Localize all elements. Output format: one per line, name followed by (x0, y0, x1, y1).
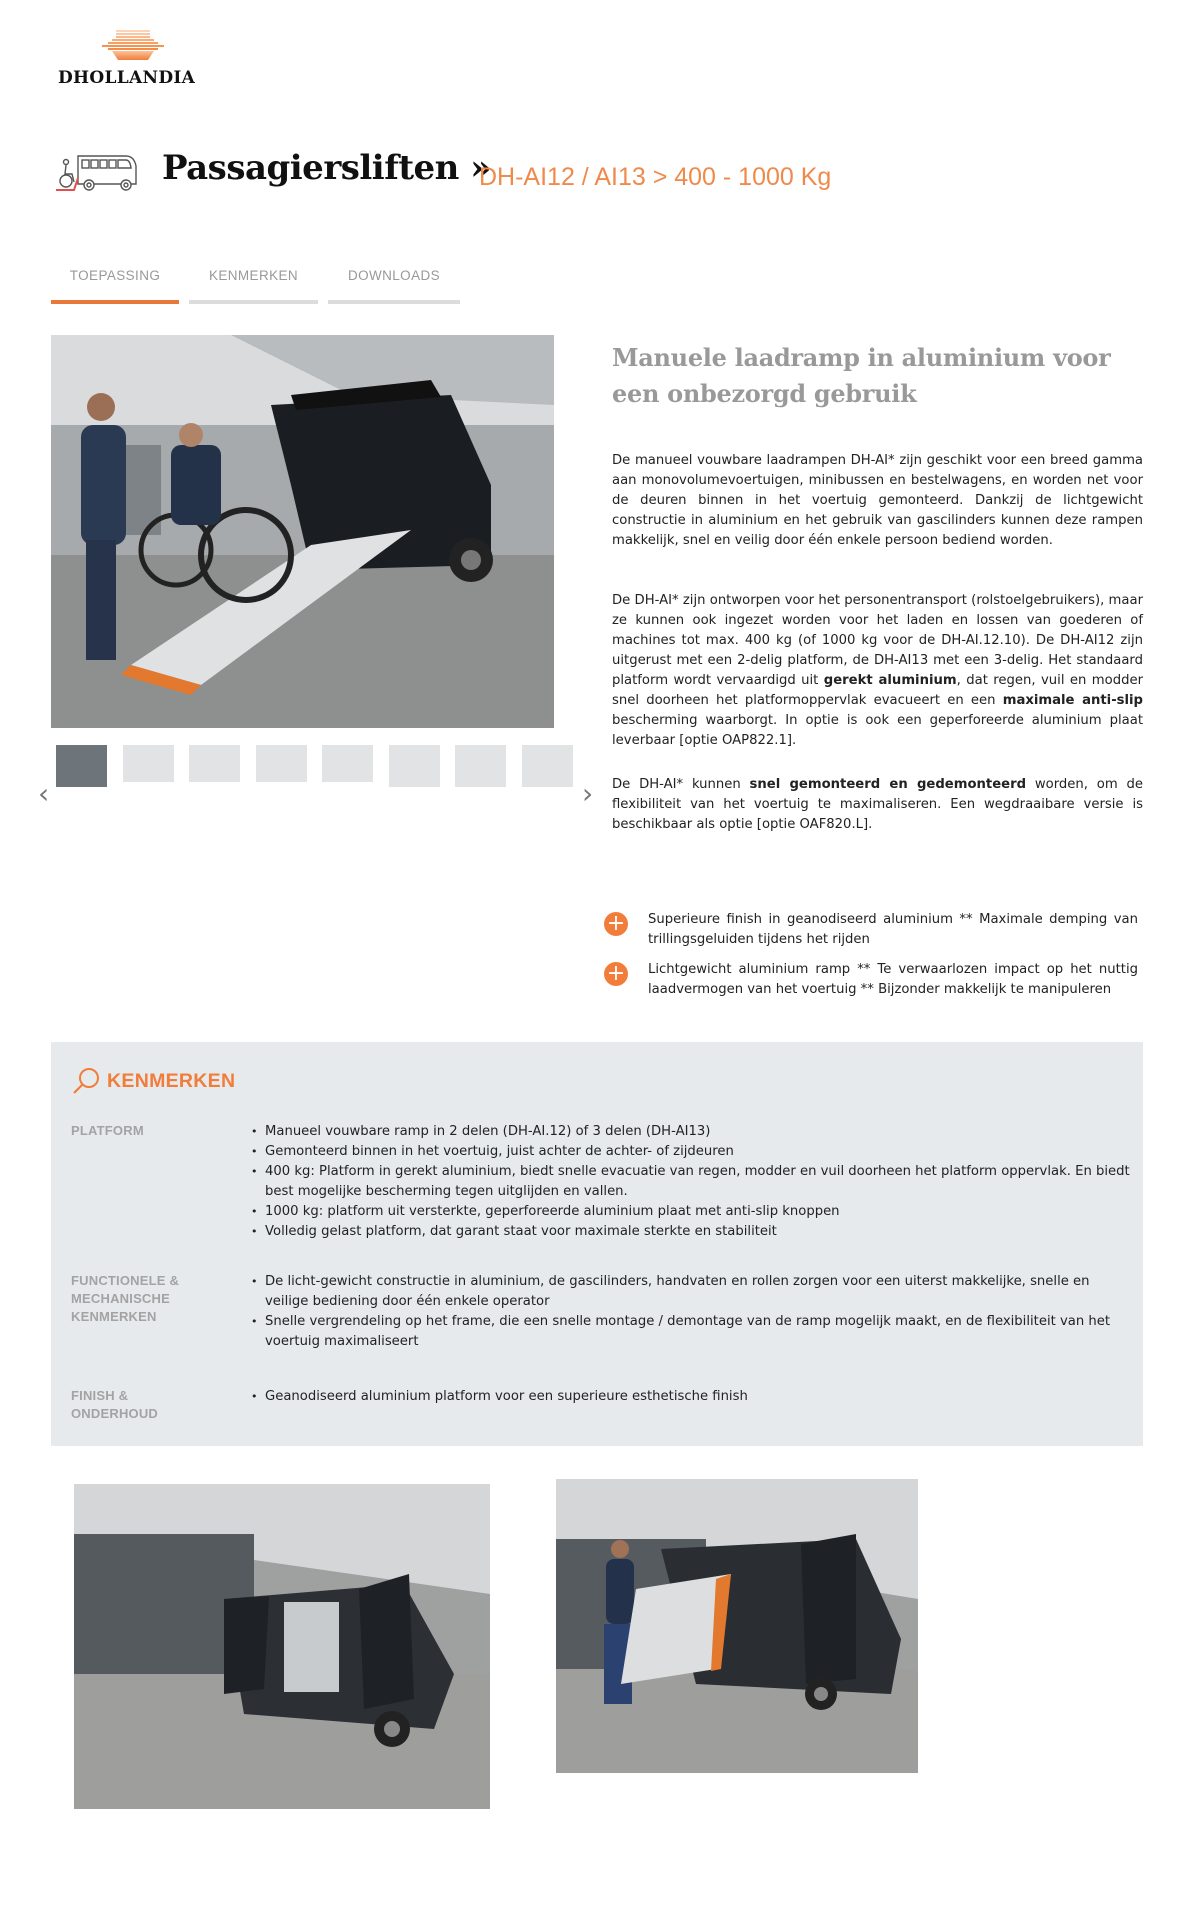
spec-label-platform: PLATFORM (71, 1123, 144, 1138)
wheelchair-bus-icon (56, 152, 138, 194)
product-subtitle: DH-AI12 / AI13 > 400 - 1000 Kg (479, 163, 832, 191)
man-placing-ramp-photo-illustration (556, 1479, 918, 1773)
usp-text: Superieure finish in geanodiseerd aluminium ** Maximale demping van trillingsgeluiden tijdens het rijden (648, 912, 1138, 947)
dhollandia-logo[interactable] (58, 28, 208, 92)
product-photo-2[interactable] (556, 1479, 918, 1773)
spec-list-functioneel (251, 1272, 1131, 1352)
description-paragraph: De DH-AI* zijn ontworpen voor het personentransport (rolstoelgebruikers), maar ze kunnen ook ingezet worden voor het laden en lossen van goederen of machines tot max. 400 kg (of 1000 kg voor de DH-AI.12.10). De DH-AI12 zijn uitgerust met een 2-delig platform, de DH-AI13 met een 3-delig. Het standaard platform wordt vervaardigd uit gerekt aluminium, dat regen, vuil en modder snel doorheen het platformoppervlak evacueert en een maximale anti-slip bescherming waarborgt. In optie is ook een geperforeerde aluminium plaat leverbaar [optie OAP822.1]. (612, 593, 1144, 748)
van-ramp-photo-illustration (74, 1484, 490, 1809)
kenmerken-panel: KENMERKEN PLATFORM • Manueel vouwbare ramp in 2 delen (DH-AI.12) of 3 delen (DH-AI13) • Gemonteerd binnen in het voertuig, juist achter de achter- of zijdeuren • 400 kg: Platform in gerekt aluminium, biedt snelle evacuatie van regen, modder en vuil doorheen het platform oppervlak. En biedt best mogelijke bescherming tegen uitglijden en vallen. • 1000 kg: platform uit versterkte, geperforeerde aluminium plaat met anti-slip knoppen • Volledig gelast platform, dat garant staat voor maximale sterkte en stabiliteit FUNCTIONELE & MECHANISCHE KENMERKEN • De licht-gewicht constructie in aluminium, de gascilinders, handvaten en rollen zorgen voor een uiterst makkelijke, snelle en veilige bediening door één enkele operator • Snelle vergrendeling op het frame, die een snelle montage / demontage van de ramp mogelijk maakt, en de flexibiliteit van het voertuig maximaliseert FINISH & ONDERHOUD • Geanodiseerd aluminium platform voor een superieure esthetische finish (51, 1042, 1143, 1446)
tab-kenmerken[interactable]: KENMERKEN (189, 262, 318, 304)
logo-text: DHOLLANDIA (58, 68, 196, 88)
spec-item: • Volledig gelast platform, dat garant staat voor maximale sterkte en stabiliteit (251, 1222, 1131, 1242)
tab-toepassing[interactable]: TOEPASSING (51, 262, 179, 304)
thumbnail-5[interactable] (322, 745, 373, 782)
spec-list-finish (251, 1387, 1131, 1407)
product-photo-1[interactable] (74, 1484, 490, 1809)
ramp-photo-illustration (51, 335, 554, 728)
spec-list-platform (251, 1122, 1131, 1242)
usp-text: Lichtgewicht aluminium ramp ** Te verwaarlozen impact op het nuttig laadvermogen van het voertuig ** Bijzonder makkelijk te manipuleren (648, 962, 1138, 997)
thumbnail-1[interactable] (56, 745, 107, 787)
thumbnail-2[interactable] (123, 745, 174, 782)
thumbnail-strip (56, 745, 580, 787)
thumbnail-7[interactable] (455, 745, 506, 787)
thumbnail-3[interactable] (189, 745, 240, 782)
mounting-paragraph: De DH-AI* kunnen snel gemonteerd en gedemonteerd worden, om de flexibiliteit van het voertuig te maximaliseren. Een wegdraaibare versie is beschikbaar als optie [optie OAF820.L]. (612, 777, 1143, 832)
spec-item: • De licht-gewicht constructie in aluminium, de gascilinders, handvaten en rollen zorgen voor een uiterst makkelijke, snelle en veilige bediening door één enkele operator (251, 1272, 1131, 1312)
logo-mark-icon (102, 30, 164, 60)
page-title: Passagiersliften » (162, 148, 491, 188)
gallery-prev-button[interactable] (38, 777, 50, 810)
spec-item: • 1000 kg: platform uit versterkte, geperforeerde aluminium plaat met anti-slip knoppen (251, 1202, 1131, 1222)
main-product-photo[interactable] (51, 335, 554, 728)
thumbnail-8[interactable] (522, 745, 573, 787)
chevron-right-icon: › (582, 777, 594, 810)
spec-item: • Gemonteerd binnen in het voertuig, juist achter de achter- of zijdeuren (251, 1142, 1131, 1162)
content-heading: Manuele laadramp in aluminium voor een onbezorgd gebruik (612, 343, 1111, 408)
plus-circle-icon: + (604, 912, 628, 936)
spec-label-functioneel: FUNCTIONELE & MECHANISCHE KENMERKEN (71, 1273, 180, 1324)
chevron-left-icon: ‹ (38, 777, 50, 810)
tab-downloads[interactable]: DOWNLOADS (328, 262, 460, 304)
spec-item: • Geanodiseerd aluminium platform voor een superieure esthetische finish (251, 1387, 1131, 1407)
spec-item: • Manueel vouwbare ramp in 2 delen (DH-AI.12) of 3 delen (DH-AI13) (251, 1122, 1131, 1142)
gallery-next-button[interactable] (582, 777, 594, 810)
plus-circle-icon: + (604, 962, 628, 986)
thumbnail-6[interactable] (389, 745, 440, 787)
spec-item: • 400 kg: Platform in gerekt aluminium, biedt snelle evacuatie van regen, modder en vuil doorheen het platform oppervlak. En biedt best mogelijke bescherming tegen uitglijden en vallen. (251, 1162, 1131, 1202)
intro-paragraph: De manueel vouwbare laadrampen DH-AI* zijn geschikt voor een breed gamma aan monovolumevoertuigen, minibussen en bestelwagens, en worden net voor de deuren binnen in het voertuig gemonteerd. Dankzij de lichtgewicht constructie in aluminium en het gebruik van gascilinders kunnen deze rampen makkelijk, snel en veilig door één enkele persoon bediend worden. (612, 453, 1143, 548)
thumbnail-4[interactable] (256, 745, 307, 782)
spec-label-finish: FINISH & ONDERHOUD (71, 1388, 159, 1421)
search-icon (71, 1066, 101, 1096)
spec-item: • Snelle vergrendeling op het frame, die een snelle montage / demontage van de ramp mogelijk maakt, en de flexibiliteit van het voertuig maximaliseert (251, 1312, 1131, 1352)
